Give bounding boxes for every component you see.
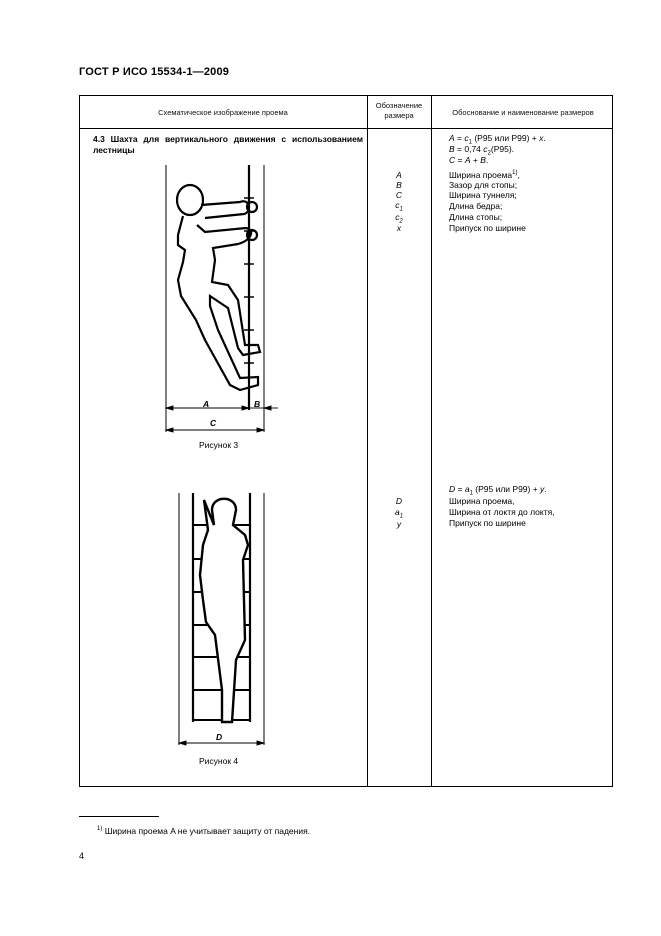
symbol-x: x — [396, 223, 402, 233]
symbol-a1: $a_1$ — [394, 507, 404, 520]
column-header-description: Обоснование и наименование размеров — [452, 108, 594, 117]
symbol-c1: $c_1$ — [395, 200, 403, 213]
footnote-separator — [79, 816, 159, 817]
formula-b: B = 0,74 $c_2(Р95)$. — [449, 144, 515, 157]
label-b: B — [254, 399, 261, 409]
symbol-c: C — [395, 190, 403, 200]
desc-b: Зазор для стопы; — [449, 180, 518, 190]
symbol-b: B — [396, 180, 402, 190]
footnote: $^{1)}$ Ширина проема A не учитывает защиту от падения. — [97, 826, 311, 836]
column-header-symbol: Обозначение размера — [375, 101, 423, 120]
desc-y: Припуск по ширине — [449, 518, 526, 528]
formula-c: C = A + B. — [449, 155, 489, 165]
label-a: A — [203, 399, 210, 409]
desc-c1: Длина бедра; — [449, 201, 503, 211]
desc-c2: Длина стопы; — [449, 212, 503, 222]
symbol-y: y — [396, 519, 402, 529]
desc-d: Ширина проема, — [449, 496, 515, 506]
page-number: 4 — [79, 851, 85, 861]
formula-a: $A = c_1$ (Р95 или Р99) + x. — [449, 133, 546, 146]
formula-d: $D = a_1$ (Р95 или Р99) + y. — [449, 484, 547, 497]
figure-3-caption: Рисунок 3 — [199, 440, 239, 450]
desc-x: Припуск по ширине — [449, 223, 526, 233]
section-title: 4.3 Шахта для вертикального движения с использованием лестницы — [93, 134, 363, 155]
symbol-d: D — [395, 496, 403, 506]
column-header-scheme: Схематическое изображение проема — [158, 108, 288, 117]
label-c: C — [210, 418, 217, 428]
figure-4-caption: Рисунок 4 — [199, 756, 239, 766]
desc-c: Ширина туннеля; — [449, 190, 517, 200]
standard-title: ГОСТ Р ИСО 15534-1—2009 — [79, 66, 230, 78]
desc-a1: Ширина от локтя до локтя, — [449, 507, 555, 517]
label-d: D — [216, 732, 223, 742]
symbol-c2: $c_2$ — [395, 212, 403, 225]
desc-a: Ширина проема$^{1)}$, — [449, 169, 520, 180]
symbol-a: A — [396, 170, 402, 180]
